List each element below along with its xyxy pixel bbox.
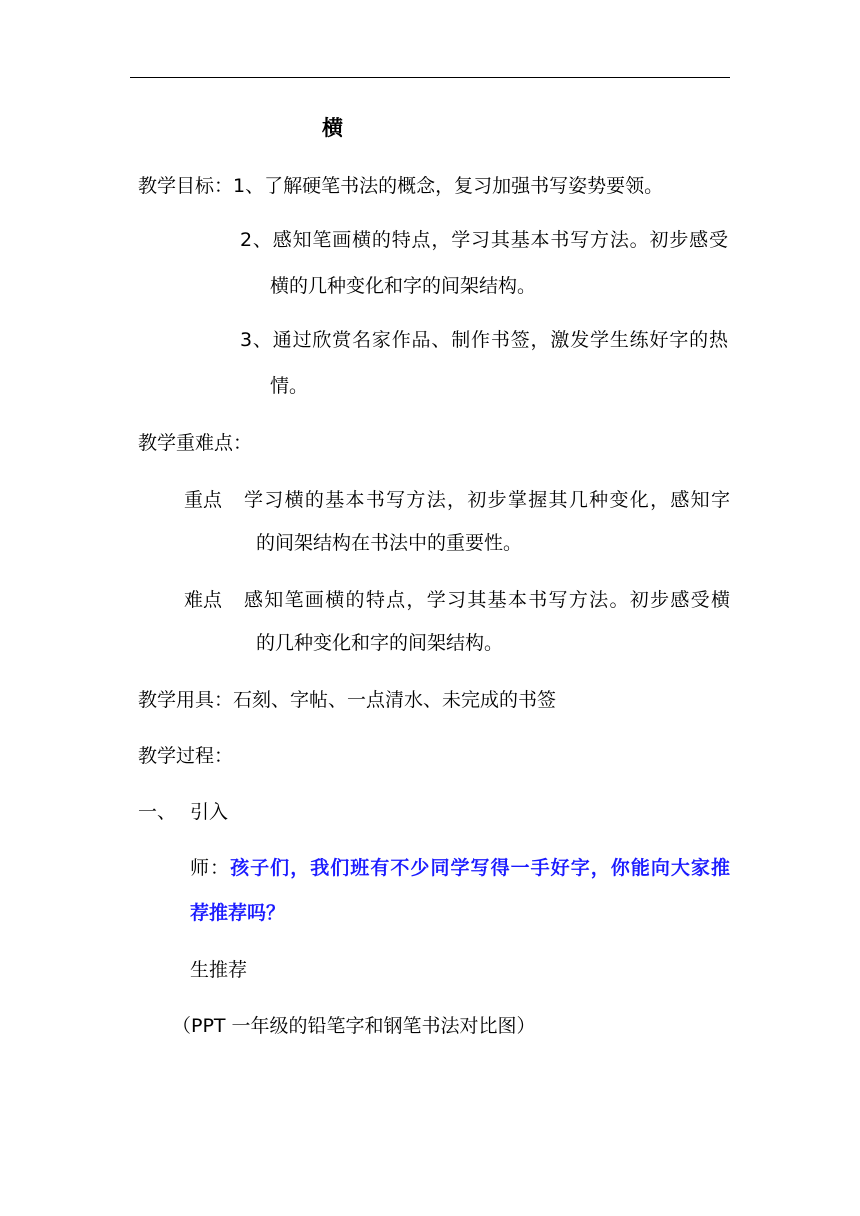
hard-point-line-1: 感知笔画横的特点，学习其基本书写方法。初步感受横 [244, 589, 730, 611]
difficulty-label: 教学重难点： [138, 432, 253, 454]
process-label: 教学过程： [138, 745, 234, 767]
key-point-label: 重点 [184, 489, 223, 511]
key-point-line-2: 的间架结构在书法中的重要性。 [256, 532, 523, 554]
key-point-line-1: 学习横的基本书写方法，初步掌握其几种变化，感知字 [244, 489, 730, 511]
goals-label: 教学目标： [138, 175, 234, 197]
goal-item-3-line-2: 情。 [270, 375, 309, 397]
goal-item-2-line-1: 2、感知笔画横的特点，学习其基本书写方法。初步感受 [240, 229, 728, 251]
ppt-note: （PPT 一年级的铅笔字和钢笔书法对比图） [172, 1015, 536, 1037]
teacher-speech-text: 孩子们，我们班有不少同学写得一手好字，你能向大家推 [230, 857, 730, 879]
teacher-speech-line-2: 荐推荐吗？ [190, 902, 286, 924]
section-1-number: 一、 [138, 801, 177, 823]
lesson-title: 横 [322, 116, 343, 140]
section-1-title: 引入 [190, 801, 229, 823]
header-rule [130, 77, 730, 78]
goal-item-3-line-1: 3、通过欣赏名家作品、制作书签，激发学生练好字的热 [240, 329, 728, 351]
goals-row-1 [138, 172, 663, 200]
teaching-tools: 教学用具：石刻、字帖、一点清水、未完成的书签 [138, 689, 557, 711]
hard-point-line-2: 的几种变化和字的间架结构。 [256, 632, 504, 654]
hard-point-label: 难点 [184, 589, 223, 611]
goal-item-1: 1、了解硬笔书法的概念，复习加强书写姿势要领。 [233, 175, 664, 197]
student-response: 生推荐 [190, 959, 248, 981]
teacher-speech-line-1 [190, 854, 730, 882]
teacher-prefix: 师： [190, 857, 231, 879]
goal-item-2-line-2: 横的几种变化和字的间架结构。 [270, 275, 537, 297]
